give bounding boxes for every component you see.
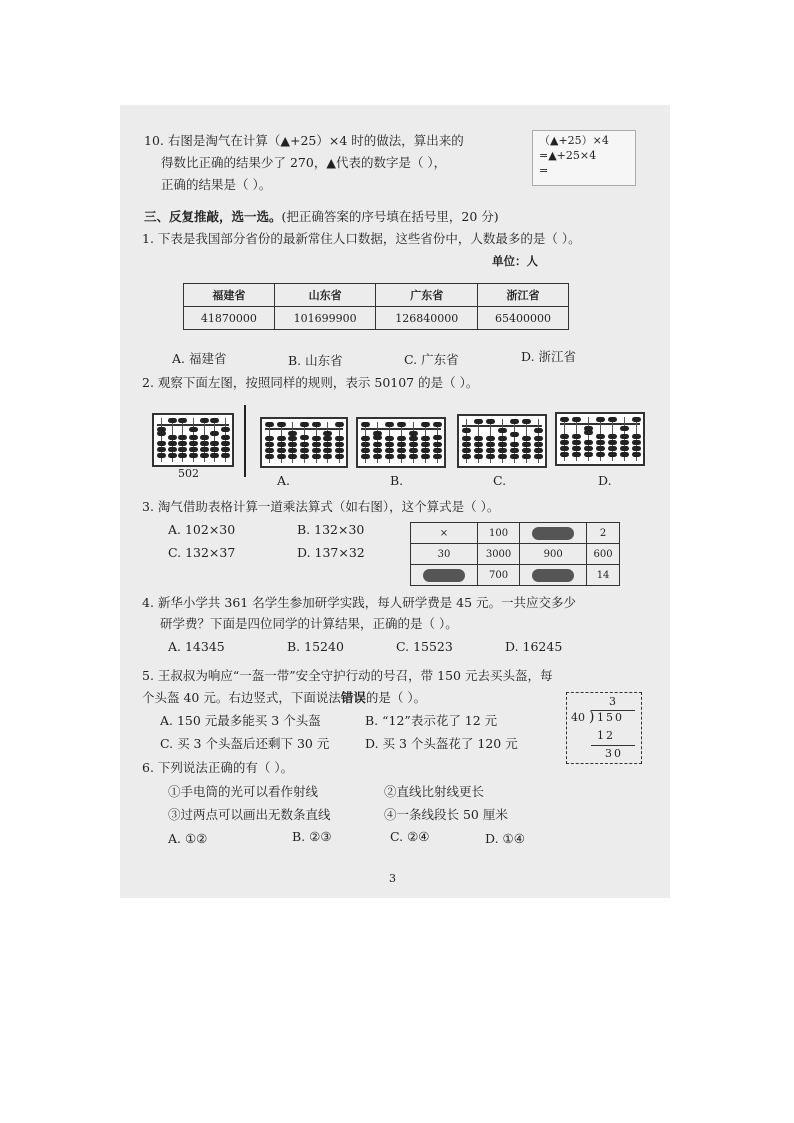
- multiplication-table: [410, 522, 620, 586]
- q6-option-c: C. ②④: [390, 829, 430, 844]
- abacus-bead: [335, 436, 344, 441]
- abacus-bead: [534, 436, 543, 441]
- note-line2: =▲+25×4: [539, 149, 597, 162]
- abacus-bead: [397, 454, 406, 459]
- abacus-bead: [560, 440, 569, 445]
- abacus-bead: [288, 442, 297, 447]
- abacus-bead: [462, 436, 471, 441]
- abacus-bead: [433, 422, 442, 427]
- abacus-bead: [522, 454, 531, 459]
- abacus-bead: [474, 419, 483, 424]
- mul-cell-obscured: [520, 523, 587, 544]
- abacus-bead: [277, 436, 286, 441]
- abacus-bead: [200, 441, 209, 446]
- abacus-bead: [522, 436, 531, 441]
- abacus-bead: [584, 430, 593, 435]
- abacus-bead: [620, 426, 629, 431]
- mul-cell-obscured: [520, 565, 587, 586]
- q4-option-c: C. 15523: [396, 639, 453, 654]
- abacus-bead: [584, 452, 593, 457]
- abacus-bead: [335, 448, 344, 453]
- divider-line: [244, 405, 246, 477]
- abacus-bead: [433, 435, 442, 440]
- ink-blot: [423, 569, 465, 582]
- abacus-bead: [178, 441, 187, 446]
- abacus-bead: [323, 454, 332, 459]
- header-cell: 浙江省: [478, 284, 569, 307]
- abacus-bead: [210, 441, 219, 446]
- abacus-bead: [189, 447, 198, 452]
- abacus-bead: [433, 448, 442, 453]
- abacus-bead: [534, 442, 543, 447]
- abacus-bead: [200, 453, 209, 458]
- q5-line1: 5. 王叔叔为响应“一盔一带”安全守护行动的号召，带 150 元去买头盔，每: [142, 668, 553, 683]
- mul-cell: 700: [477, 565, 519, 586]
- abacus-bead: [300, 435, 309, 440]
- q1-text: 1. 下表是我国部分省份的最新常住人口数据，这些省份中，人数最多的是（ ）。: [142, 231, 581, 246]
- abacus-bead: [373, 435, 382, 440]
- abacus-bead: [608, 452, 617, 457]
- abacus-bead: [498, 428, 507, 433]
- abacus-bead: [265, 454, 274, 459]
- q4-option-a: A. 14345: [168, 639, 225, 654]
- abacus-bead: [265, 436, 274, 441]
- abacus-bead: [178, 447, 187, 452]
- abacus-bead: [397, 436, 406, 441]
- value-cell: 41870000: [184, 307, 275, 330]
- division-remainder: 30: [605, 747, 623, 760]
- abacus-bead: [534, 454, 543, 459]
- abacus-bead: [421, 454, 430, 459]
- abacus-bead: [596, 452, 605, 457]
- q6-option-d: D. ①④: [485, 831, 525, 846]
- mul-cell: 100: [477, 523, 519, 544]
- abacus-bead: [210, 453, 219, 458]
- exam-page: [120, 105, 670, 898]
- abacus-bead: [522, 448, 531, 453]
- abacus-bead: [608, 446, 617, 451]
- abacus-bead: [277, 454, 286, 459]
- abacus-bead: [210, 418, 219, 423]
- abacus-bead: [385, 436, 394, 441]
- q10-line1: 10. 右图是淘气在计算（▲+25）×4 时的做法，算出来的: [144, 133, 464, 148]
- value-cell: 65400000: [478, 307, 569, 330]
- abacus-bead: [572, 434, 581, 439]
- q2-option-d: D.: [598, 473, 612, 488]
- abacus-bead: [534, 448, 543, 453]
- q3-option-b: B. 132×30: [297, 522, 365, 537]
- q6-option-a: A. ①②: [168, 831, 208, 846]
- abacus-bead: [498, 436, 507, 441]
- abacus-bead: [620, 434, 629, 439]
- abacus-bead: [596, 417, 605, 422]
- abacus-bead: [572, 446, 581, 451]
- abacus-bead: [474, 436, 483, 441]
- q1-unit: 单位：人: [492, 254, 538, 268]
- abacus-option-c: [457, 414, 547, 468]
- abacus-bead: [178, 418, 187, 423]
- q5-option-a: A. 150 元最多能买 3 个头盔: [160, 713, 321, 728]
- abacus-bead: [486, 419, 495, 424]
- q2-text: 2. 观察下面左图，按照同样的规则，表示 50107 的是（ ）。: [142, 375, 479, 390]
- abacus-bead: [277, 422, 286, 427]
- q10-line2: 得数比正确的结果少了 270，▲代表的数字是（ ），: [161, 155, 447, 170]
- abacus-bead: [474, 448, 483, 453]
- abacus-bead: [510, 448, 519, 453]
- q3-option-c: C. 132×37: [168, 545, 236, 560]
- q5-line2-start: 个头盔 40 元。右边竖式，下面说法: [142, 690, 341, 705]
- q2-option-b: B.: [390, 473, 404, 488]
- q4-line1: 4. 新华小学共 361 名学生参加研学实践，每人研学费是 45 元。一共应交多少: [142, 595, 577, 610]
- q6-statement-3: ③过两点可以画出无数条直线: [168, 807, 331, 822]
- note-line3: =: [539, 164, 549, 177]
- q1-option-a: A. 福建省: [172, 351, 227, 366]
- abacus-option-b: [356, 417, 446, 468]
- abacus-bead: [265, 442, 274, 447]
- abacus-bead: [498, 454, 507, 459]
- q6-statement-2: ②直线比射线更长: [384, 784, 485, 799]
- page-number: 3: [389, 872, 396, 885]
- abacus-bead: [312, 422, 321, 427]
- q4-line2: 研学费？下面是四位同学的计算结果，正确的是（ ）。: [160, 616, 458, 631]
- abacus-bead: [522, 442, 531, 447]
- abacus-bead: [361, 442, 370, 447]
- abacus-bead: [335, 422, 344, 427]
- abacus-bead: [421, 422, 430, 427]
- abacus-bead: [510, 454, 519, 459]
- abacus-bead: [168, 418, 177, 423]
- abacus-example: [152, 413, 234, 467]
- q5-option-d: D. 买 3 个头盔花了 120 元: [365, 736, 518, 751]
- q10-line3: 正确的结果是（ ）。: [161, 177, 272, 192]
- abacus-bead: [288, 448, 297, 453]
- division-bracket: ): [589, 709, 595, 725]
- abacus-bead: [385, 442, 394, 447]
- abacus-bead: [608, 434, 617, 439]
- section3-instruction: (把正确答案的序号填在括号里，20 分): [281, 209, 499, 224]
- abacus-bead: [596, 440, 605, 445]
- q6-option-b: B. ②③: [292, 829, 332, 844]
- division-dividend: 150: [597, 711, 624, 724]
- q3-option-a: A. 102×30: [168, 522, 236, 537]
- abacus-bead: [157, 453, 166, 458]
- abacus-bead: [486, 436, 495, 441]
- mul-cell: 3000: [477, 544, 519, 565]
- abacus-bead: [210, 431, 219, 436]
- section3-heading: [144, 209, 499, 225]
- abacus-bead: [474, 442, 483, 447]
- abacus-bead: [421, 436, 430, 441]
- division-product: 12: [597, 729, 615, 742]
- abacus-bead: [632, 434, 641, 439]
- abacus-bead: [335, 454, 344, 459]
- abacus-bead: [409, 448, 418, 453]
- abacus-bead: [300, 448, 309, 453]
- abacus-bead: [361, 422, 370, 427]
- abacus-bead: [189, 435, 198, 440]
- q3-option-d: D. 137×32: [297, 545, 365, 560]
- q2-option-a: A.: [277, 473, 291, 488]
- ink-blot: [532, 569, 574, 582]
- abacus-bead: [277, 442, 286, 447]
- abacus-bead: [385, 422, 394, 427]
- abacus-bead: [361, 454, 370, 459]
- mul-cell: 30: [411, 544, 478, 565]
- abacus-bead: [323, 436, 332, 441]
- q5-option-c: C. 买 3 个头盔后还剩下 30 元: [160, 736, 330, 751]
- q5-line2-end: 的是（ ）。: [365, 690, 427, 705]
- q6-statement-1: ①手电筒的光可以看作射线: [168, 784, 319, 799]
- abacus-bead: [323, 448, 332, 453]
- abacus-bead: [409, 436, 418, 441]
- mul-cell-obscured: [411, 565, 478, 586]
- q1-option-d: D. 浙江省: [521, 349, 577, 364]
- mul-cell: 14: [587, 565, 620, 586]
- abacus-bead: [221, 447, 230, 452]
- abacus-bead: [462, 454, 471, 459]
- abacus-bead: [221, 435, 230, 440]
- abacus-bead: [200, 418, 209, 423]
- value-cell: 126840000: [376, 307, 478, 330]
- abacus-bead: [312, 436, 321, 441]
- abacus-bead: [277, 448, 286, 453]
- note-line1: （▲+25）×4: [539, 134, 609, 147]
- abacus-bead: [385, 448, 394, 453]
- abacus-bead: [168, 435, 177, 440]
- q5-emphasis: 错误: [340, 690, 366, 705]
- abacus-bead: [596, 446, 605, 451]
- abacus-bead: [312, 448, 321, 453]
- abacus-bead: [168, 453, 177, 458]
- abacus-bead: [157, 447, 166, 452]
- q5-line2: [142, 690, 426, 706]
- abacus-bead: [300, 442, 309, 447]
- q1-option-c: C. 广东省: [404, 352, 459, 367]
- abacus-bead: [210, 447, 219, 452]
- abacus-bead: [608, 417, 617, 422]
- abacus-bead: [200, 435, 209, 440]
- abacus-bead: [178, 453, 187, 458]
- q3-text: 3. 淘气借助表格计算一道乘法算式（如右图），这个算式是（ ）。: [142, 499, 500, 514]
- mul-cell: 600: [587, 544, 620, 565]
- q6-text: 6. 下列说法正确的有（ ）。: [142, 760, 294, 775]
- abacus-bead: [361, 436, 370, 441]
- abacus-bead: [584, 446, 593, 451]
- abacus-bead: [510, 419, 519, 424]
- abacus-bead: [200, 447, 209, 452]
- header-cell: 福建省: [184, 284, 275, 307]
- abacus-bead: [433, 454, 442, 459]
- abacus-bead: [397, 448, 406, 453]
- population-table: [183, 283, 569, 330]
- abacus-bead: [373, 448, 382, 453]
- abacus-bead: [168, 447, 177, 452]
- q4-option-b: B. 15240: [287, 639, 344, 654]
- abacus-bead: [409, 454, 418, 459]
- abacus-bead: [178, 435, 187, 440]
- abacus-bead: [572, 440, 581, 445]
- abacus-bead: [373, 454, 382, 459]
- division-line: [591, 745, 635, 746]
- abacus-bead: [608, 440, 617, 445]
- abacus-option-d: [555, 412, 645, 466]
- abacus-bead: [221, 453, 230, 458]
- abacus-bead: [572, 452, 581, 457]
- header-cell: 山东省: [274, 284, 376, 307]
- abacus-bead: [560, 446, 569, 451]
- abacus-bead: [510, 442, 519, 447]
- abacus-bead: [560, 452, 569, 457]
- abacus-option-a: [260, 417, 348, 468]
- header-cell: 广东省: [376, 284, 478, 307]
- abacus-bead: [486, 442, 495, 447]
- section3-title: 三、反复推敲，选一选。: [144, 209, 282, 224]
- abacus-bead: [361, 448, 370, 453]
- abacus-bead: [462, 448, 471, 453]
- abacus-bead: [288, 436, 297, 441]
- abacus-bead: [189, 441, 198, 446]
- ink-blot: [532, 527, 574, 540]
- q6-statement-4: ④一条线段长 50 厘米: [384, 807, 508, 822]
- abacus-bead: [462, 442, 471, 447]
- abacus-bead: [385, 454, 394, 459]
- abacus-bead: [534, 428, 543, 433]
- q2-option-c: C.: [493, 473, 507, 488]
- abacus-bead: [584, 440, 593, 445]
- abacus-bead: [620, 452, 629, 457]
- abacus-bead: [312, 454, 321, 459]
- abacus-bead: [620, 440, 629, 445]
- value-cell: 101699900: [274, 307, 376, 330]
- abacus-bead: [300, 454, 309, 459]
- abacus-bead: [560, 417, 569, 422]
- q5-option-b: B. “12”表示花了 12 元: [365, 713, 498, 728]
- q1-option-b: B. 山东省: [288, 353, 343, 368]
- abacus-example-label: 502: [178, 467, 199, 480]
- abacus-bead: [312, 442, 321, 447]
- division-divisor: 40: [571, 711, 585, 724]
- abacus-bead: [486, 448, 495, 453]
- abacus-bead: [373, 442, 382, 447]
- abacus-bead: [433, 442, 442, 447]
- abacus-bead: [157, 441, 166, 446]
- abacus-bead: [596, 434, 605, 439]
- abacus-bead: [168, 441, 177, 446]
- abacus-bead: [335, 442, 344, 447]
- abacus-bead: [288, 454, 297, 459]
- abacus-bead: [397, 442, 406, 447]
- division-quotient: 3: [609, 695, 616, 708]
- mul-cell: 900: [520, 544, 587, 565]
- abacus-bead: [157, 431, 166, 436]
- abacus-bead: [221, 441, 230, 446]
- mul-cell: ×: [411, 523, 478, 544]
- long-division-box: [566, 692, 642, 764]
- abacus-bead: [421, 442, 430, 447]
- abacus-bead: [323, 442, 332, 447]
- abacus-bead: [462, 428, 471, 433]
- abacus-bead: [632, 446, 641, 451]
- abacus-bead: [421, 448, 430, 453]
- q10-work-note: [532, 130, 636, 186]
- q4-option-d: D. 16245: [505, 639, 563, 654]
- abacus-bead: [560, 434, 569, 439]
- abacus-bead: [265, 448, 274, 453]
- abacus-bead: [221, 427, 230, 432]
- abacus-bead: [300, 422, 309, 427]
- abacus-bead: [632, 417, 641, 422]
- abacus-bead: [486, 454, 495, 459]
- mul-cell: 2: [587, 523, 620, 544]
- abacus-bead: [572, 417, 581, 422]
- abacus-bead: [189, 453, 198, 458]
- abacus-bead: [474, 454, 483, 459]
- abacus-bead: [498, 448, 507, 453]
- abacus-bead: [498, 442, 507, 447]
- abacus-bead: [265, 422, 274, 427]
- abacus-bead: [522, 419, 531, 424]
- abacus-bead: [409, 442, 418, 447]
- abacus-bead: [189, 427, 198, 432]
- abacus-bead: [632, 440, 641, 445]
- abacus-bead: [510, 432, 519, 437]
- abacus-bead: [397, 422, 406, 427]
- abacus-bead: [632, 452, 641, 457]
- abacus-bead: [620, 446, 629, 451]
